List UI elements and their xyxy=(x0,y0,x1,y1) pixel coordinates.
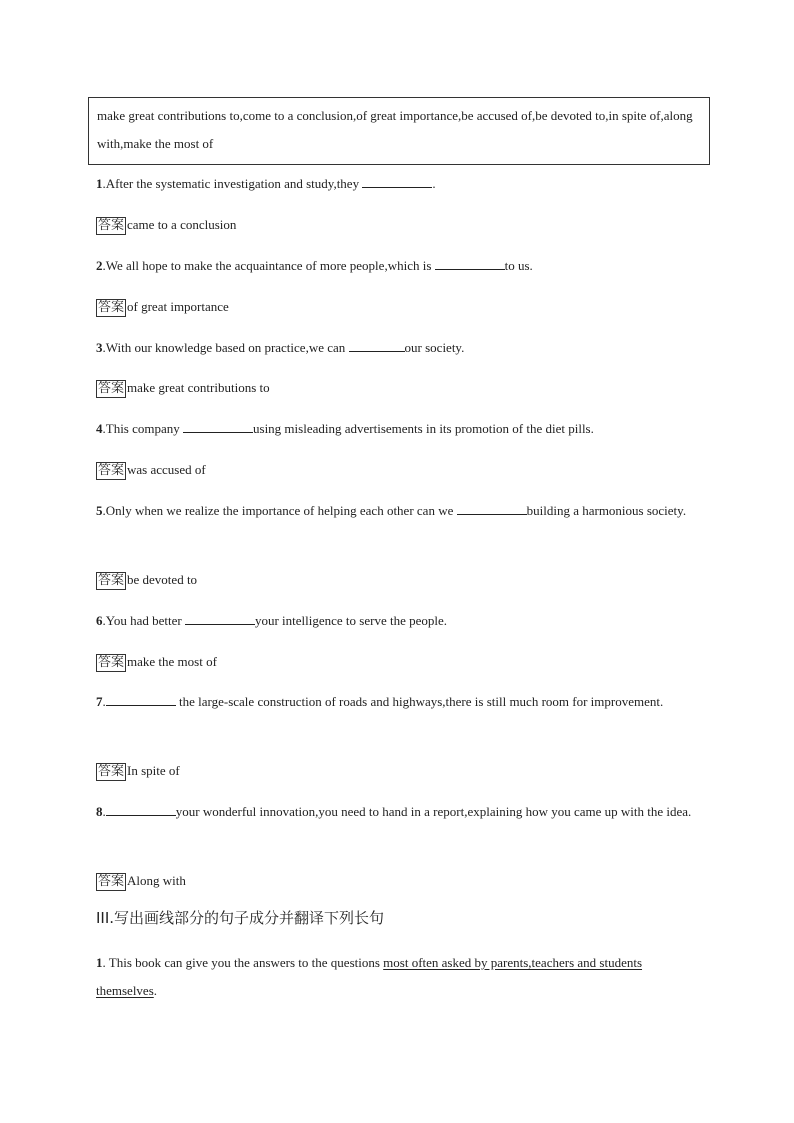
question-text-pre: . xyxy=(102,804,106,819)
question-number: 6 xyxy=(96,613,103,628)
answer-tag: 答案 xyxy=(98,218,125,233)
question-text-pre: .This company xyxy=(102,421,184,436)
question-text-pre: . xyxy=(102,694,106,709)
answer-tag: 答案 xyxy=(98,874,125,889)
question-7 xyxy=(96,688,692,716)
answer-blank xyxy=(457,500,527,515)
question-number: 3 xyxy=(96,340,103,355)
answer-3 xyxy=(96,374,270,402)
section-heading: III.写出画线部分的句子成分并翻译下列长句 xyxy=(96,909,385,927)
question-text-post: your wonderful innovation,you need to hand in a report,explaining how you came up with the idea. xyxy=(175,804,692,819)
answer-blank xyxy=(185,610,255,625)
answer-blank xyxy=(349,337,405,352)
sentence-number: 1 xyxy=(96,955,103,970)
question-number: 2 xyxy=(96,258,103,273)
answer-text: make great contributions to xyxy=(127,380,270,395)
answer-blank xyxy=(106,691,176,706)
answer-8 xyxy=(96,867,186,895)
sentence-text-post: . xyxy=(153,983,158,998)
question-number: 5 xyxy=(96,503,103,518)
answer-2 xyxy=(96,293,229,321)
sentence-text-pre: . This book can give you the answers to the questions xyxy=(102,955,384,970)
question-4 xyxy=(96,415,594,443)
answer-1 xyxy=(96,211,236,239)
underlined-clause: most often asked by parents,teachers and students themselves xyxy=(96,955,643,998)
question-text-post: our society. xyxy=(404,340,465,355)
question-6 xyxy=(96,607,447,635)
question-text-post: to us. xyxy=(504,258,533,273)
question-1 xyxy=(96,170,436,198)
question-3 xyxy=(96,334,464,362)
question-text-pre: .Only when we realize the importance of helping each other can we xyxy=(102,503,457,518)
question-8 xyxy=(96,798,692,826)
answer-text: In spite of xyxy=(127,763,180,778)
answer-4 xyxy=(96,456,206,484)
question-2 xyxy=(96,252,533,280)
answer-text: of great importance xyxy=(127,299,229,314)
answer-blank xyxy=(362,173,432,188)
question-number: 8 xyxy=(96,804,103,819)
answer-6 xyxy=(96,648,217,676)
sentence-1 xyxy=(96,949,692,1005)
question-text-post: using misleading advertisements in its promotion of the diet pills. xyxy=(253,421,594,436)
answer-text: make the most of xyxy=(127,654,217,669)
word-bank-box xyxy=(88,97,710,165)
question-text-post: building a harmonious society. xyxy=(526,503,687,518)
answer-blank xyxy=(106,801,176,816)
question-text-post: your intelligence to serve the people. xyxy=(254,613,447,628)
answer-text: came to a conclusion xyxy=(127,217,237,232)
answer-tag: 答案 xyxy=(98,573,125,588)
answer-tag: 答案 xyxy=(98,300,125,315)
question-number: 1 xyxy=(96,176,103,191)
question-text-pre: .After the systematic investigation and study,they xyxy=(102,176,363,191)
word-bank-text: make great contributions to,come to a conclusion,of great importance,be accused of,be devoted to,in spite of,along with,make the most of xyxy=(97,108,693,151)
question-text-pre: .You had better xyxy=(102,613,185,628)
answer-blank xyxy=(435,255,505,270)
answer-tag: 答案 xyxy=(98,463,125,478)
answer-tag: 答案 xyxy=(98,764,125,779)
question-5 xyxy=(96,497,692,525)
answer-tag: 答案 xyxy=(98,381,125,396)
answer-text: be devoted to xyxy=(127,572,198,587)
answer-text: Along with xyxy=(127,873,186,888)
question-number: 7 xyxy=(96,694,103,709)
question-number: 4 xyxy=(96,421,103,436)
question-text-post: . xyxy=(432,176,436,191)
answer-tag: 答案 xyxy=(98,655,125,670)
question-text-pre: .With our knowledge based on practice,we can xyxy=(102,340,349,355)
answer-5 xyxy=(96,566,197,594)
question-text-pre: .We all hope to make the acquaintance of more people,which is xyxy=(102,258,435,273)
question-text-post: the large-scale construction of roads and highways,there is still much room for improvement. xyxy=(175,694,664,709)
answer-text: was accused of xyxy=(127,462,206,477)
answer-7 xyxy=(96,757,180,785)
answer-blank xyxy=(183,418,253,433)
